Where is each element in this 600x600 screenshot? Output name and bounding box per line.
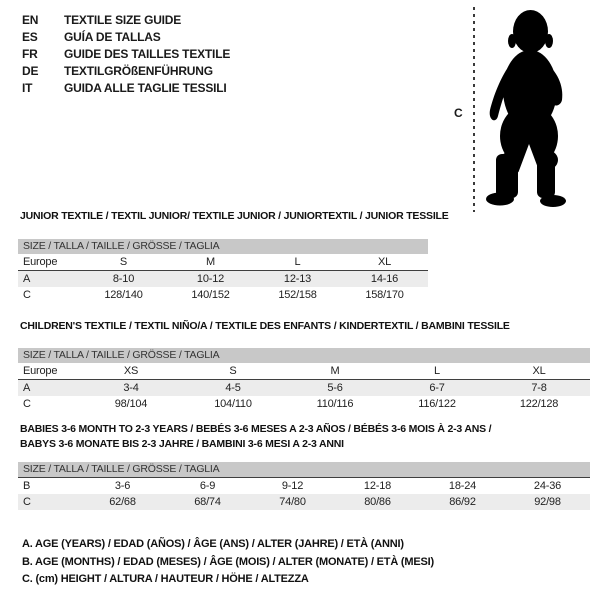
children-row-europe [18, 363, 590, 379]
lang-code: EN [22, 12, 39, 27]
cell: S [119, 256, 128, 268]
row-label: C [23, 289, 31, 301]
footnote-c: C. (cm) HEIGHT / ALTURA / HAUTEUR / HÖHE / ALTEZZA [22, 573, 309, 585]
cell: XL [377, 256, 392, 268]
row-label: C [23, 496, 31, 508]
babies-row-c [18, 494, 590, 510]
cell: 158/170 [365, 289, 404, 301]
cell: 152/158 [278, 289, 317, 301]
cell: 12-18 [363, 480, 392, 492]
height-dashed-line [473, 7, 475, 212]
cell: 6-7 [429, 382, 445, 394]
babies-size-header-bar: SIZE / TALLA / TAILLE / GRÖSSE / TAGLIA [18, 462, 590, 477]
cell: 7-8 [531, 382, 547, 394]
lang-code: ES [22, 29, 38, 44]
cell: 8-10 [112, 273, 135, 285]
cell: 104/110 [214, 398, 252, 410]
cell: 128/140 [104, 289, 143, 301]
cell: 86/92 [449, 496, 476, 508]
cell: 140/152 [191, 289, 230, 301]
cell: 10-12 [196, 273, 225, 285]
cell: 3-4 [123, 382, 139, 394]
lang-row-en [22, 11, 230, 28]
babies-table-title-line1: BABIES 3-6 MONTH TO 2-3 YEARS / BEBÉS 3-6 MESES A 2-3 AÑOS / BÉBÉS 3-6 MOIS À 2-3 ANS / [20, 423, 492, 435]
cell: 74/80 [279, 496, 306, 508]
cell: 9-12 [281, 480, 304, 492]
legend-footnotes [22, 536, 434, 589]
cell: 14-16 [370, 273, 399, 285]
row-label: Europe [23, 365, 58, 377]
lang-row-fr [22, 45, 230, 62]
children-table-title: CHILDREN'S TEXTILE / TEXTIL NIÑO/A / TEXTILE DES ENFANTS / KINDERTEXTIL / BAMBINI TESSILE [20, 320, 510, 332]
lang-row-it [22, 79, 230, 96]
babies-row-b [18, 478, 590, 494]
row-label: Europe [23, 256, 58, 268]
lang-title: TEXTILE SIZE GUIDE [64, 12, 182, 27]
toddler-figure [450, 4, 590, 216]
cell: L [294, 256, 301, 268]
junior-size-header-bar: SIZE / TALLA / TAILLE / GRÖSSE / TAGLIA [18, 239, 428, 254]
cell: 80/86 [364, 496, 391, 508]
children-row-c [18, 396, 590, 412]
junior-row-a [18, 271, 428, 287]
babies-table-title-line2: BABYS 3-6 MONATE BIS 2-3 JAHRE / BAMBINI 3-6 MESI A 2-3 ANNI [20, 438, 344, 450]
toddler-silhouette-icon [480, 6, 572, 208]
footnote-a: A. AGE (YEARS) / EDAD (AÑOS) / ÂGE (ANS) / ALTER (JAHRE) / ETÀ (ANNI) [22, 538, 404, 550]
lang-title: GUIDE DES TAILLES TEXTILE [64, 46, 231, 61]
cell: 18-24 [448, 480, 477, 492]
lang-code: FR [22, 46, 38, 61]
language-title-list [22, 11, 230, 96]
cell: 122/128 [519, 398, 559, 410]
cell: 24-36 [533, 480, 562, 492]
lang-code: DE [22, 63, 39, 78]
footnote-b: B. AGE (MONTHS) / EDAD (MESES) / ÂGE (MOIS) / ALTER (MONATE) / ETÀ (MESI) [22, 555, 434, 568]
lang-title: TEXTILGRÖßENFÜHRUNG [64, 63, 213, 78]
lang-title: GUÍA DE TALLAS [64, 29, 161, 44]
row-label: B [23, 480, 31, 492]
cell: 5-6 [327, 382, 343, 394]
cell: XS [123, 365, 139, 377]
lang-row-es [22, 28, 230, 45]
junior-table-title: JUNIOR TEXTILE / TEXTIL JUNIOR/ TEXTILE JUNIOR / JUNIORTEXTIL / JUNIOR TESSILE [20, 210, 449, 222]
cell: XL [532, 365, 546, 377]
junior-row-europe [18, 254, 428, 270]
row-label: A [23, 273, 31, 285]
row-label: C [23, 398, 31, 410]
cell: M [330, 365, 340, 377]
height-measure-label: C [454, 106, 463, 120]
cell: 12-13 [283, 273, 312, 285]
junior-row-c [18, 287, 428, 303]
cell: 62/68 [109, 496, 136, 508]
spacer [18, 223, 428, 239]
cell: 4-5 [225, 382, 241, 394]
children-table-section [18, 320, 590, 412]
cell: 3-6 [114, 480, 131, 492]
cell: M [206, 256, 215, 268]
cell: S [229, 365, 237, 377]
cell: 116/122 [418, 398, 456, 410]
lang-row-de [22, 62, 230, 79]
babies-table-section [18, 422, 590, 510]
junior-table-section [18, 210, 449, 303]
cell: 110/116 [316, 398, 354, 410]
cell: 68/74 [194, 496, 221, 508]
cell: 6-9 [199, 480, 216, 492]
cell: L [434, 365, 440, 377]
lang-code: IT [22, 80, 33, 95]
spacer [18, 333, 590, 348]
spacer [18, 452, 590, 462]
row-label: A [23, 382, 31, 394]
children-row-a [18, 380, 590, 396]
children-size-header-bar: SIZE / TALLA / TAILLE / GRÖSSE / TAGLIA [18, 348, 590, 363]
cell: 98/104 [114, 398, 148, 410]
lang-title: GUIDA ALLE TAGLIE TESSILI [64, 80, 227, 95]
cell: 92/98 [534, 496, 561, 508]
